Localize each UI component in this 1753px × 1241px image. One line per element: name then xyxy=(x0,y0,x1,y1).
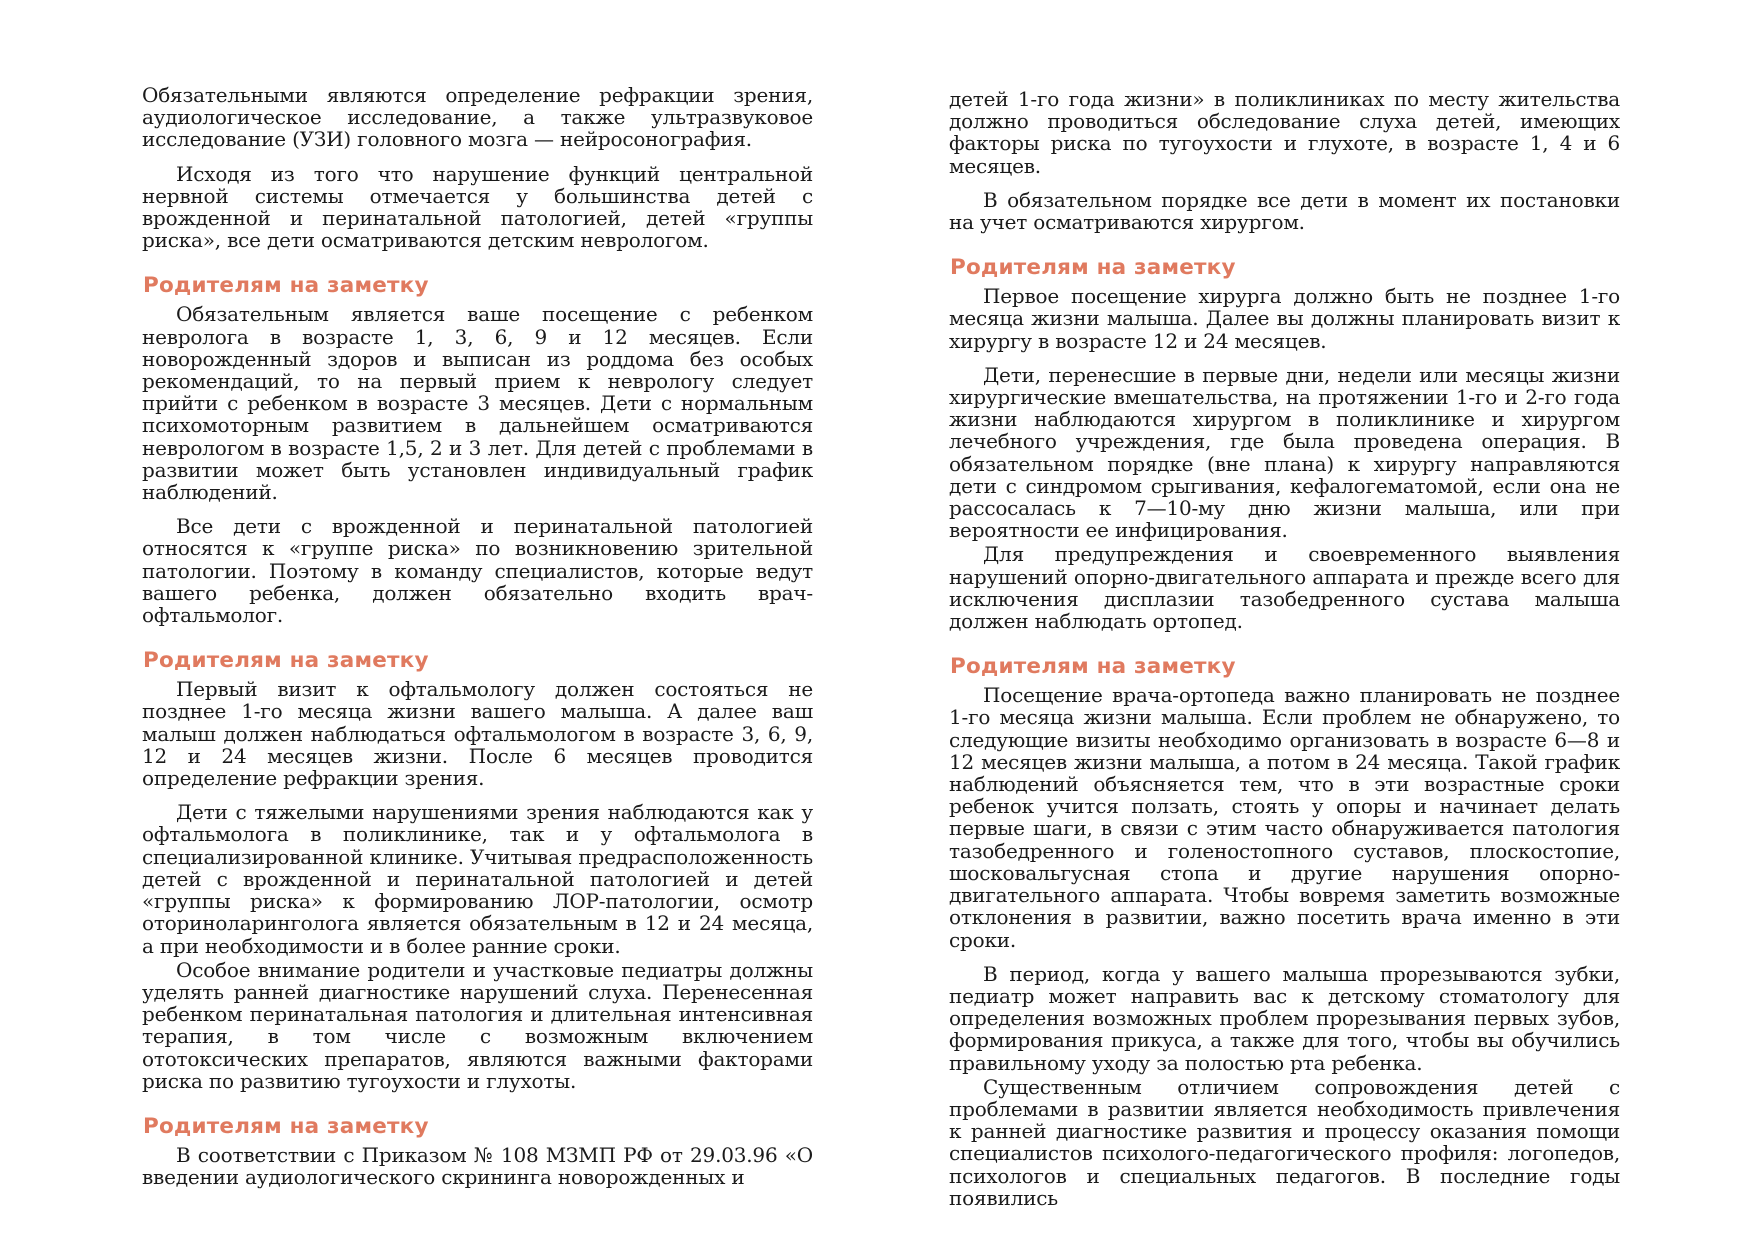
paragraph: Посещение врача-ортопеда важно планировать не позднее 1-го месяца жизни малыша. Если проблем не обнаружено, то следующие визиты необходимо организовать в возрасте 6—8 и 12 месяцев жизни малыша, а потом в 24 месяца. Такой график наблюдений объясняется тем, что в эти возрастные сроки ребенок учится ползать, стоять у опоры и начинает делать первые шаги, в связи с этим часто обнаруживается патология тазобедренного и голеностопного суставов, плоскостопие, шосковальгусная стопа и другие нарушения опорно-двигательного аппарата. Чтобы вовремя заметить возможные отклонения в развитии, важно посетить врача именно в эти сроки. xyxy=(949,683,1620,952)
section-heading: Родителям на заметку xyxy=(950,255,1236,281)
section-heading: Родителям на заметку xyxy=(950,654,1236,680)
section-heading: Родителям на заметку xyxy=(143,1113,429,1139)
left-page xyxy=(142,84,813,1200)
paragraph: Первое посещение хирурга должно быть не позднее 1-го месяца жизни малыша. Далее вы должны планировать визит к хирургу в возрасте 12 и 24 месяцев. xyxy=(949,284,1620,353)
paragraph: В обязательном порядке все дети в момент их постановки на учет осматриваются хирургом. xyxy=(949,187,1620,235)
paragraph: Обязательными являются определение рефракции зрения, аудиологическое исследование, а также ультразвуковое исследование (УЗИ) головного мозга — нейросонография. xyxy=(142,83,813,152)
section-heading: Родителям на заметку xyxy=(143,273,429,299)
section-heading: Родителям на заметку xyxy=(143,648,429,674)
paragraph: Исходя из того что нарушение функций центральной нервной системы отмечается у большинства детей с врожденной и перинатальной патологией, детей «группы риска», все дети осматриваются детским неврологом. xyxy=(142,161,813,253)
paragraph: Особое внимание родители и участковые педиатры должны уделять ранней диагностике нарушений слуха. Перенесенная ребенком перинатальная патология и длительная интенсивная терапия, в том числе с возможным включением ототоксических препаратов, являются важными факторами риска по развитию тугоухости и глухоты. xyxy=(142,957,813,1093)
paragraph: детей 1-го года жизни» в поликлиниках по месту жительства должно проводиться обследование слуха детей, имеющих факторы риска по тугоухости и глухоте, в возрасте 1, 4 и 6 месяцев. xyxy=(949,87,1620,178)
paragraph: Дети, перенесшие в первые дни, недели или месяцы жизни хирургические вмешательства, на протяжении 1-го и 2-го года жизни наблюдаются хирургом в поликлинике и хирургом лечебного учреждения, где была проведена операция. В обязательном порядке (вне плана) к хирургу направляются дети с синдромом срыгивания, кефалогематомой, если она не рассосалась к 7—10-му дню жизни малыша, или при вероятности ее инфицирования. xyxy=(949,362,1620,543)
paragraph: Существенным отличием сопровождения детей с проблемами в развитии является необходимость привлечения к ранней диагностике развития и процессу оказания помощи специалистов психолого-педагогического профиля: логопедов, психологов и специальных педагогов. В последние годы появились xyxy=(949,1074,1620,1210)
paragraph: Для предупреждения и своевременного выявления нарушений опорно-двигательного аппарата и прежде всего для исключения дисплазии тазобедренного сустава малыша должен наблюдать ортопед. xyxy=(949,542,1620,634)
paragraph: Первый визит к офтальмологу должен состояться не позднее 1-го месяца жизни вашего малыша. А далее ваш малыш должен наблюдаться офтальмологом в возрасте 3, 6, 9, 12 и 24 месяцев жизни. После 6 месяцев проводится определение рефракции зрения. xyxy=(142,677,813,791)
paragraph: В период, когда у вашего малыша прорезываются зубки, педиатр может направить вас к детскому стоматологу для определения возможных проблем прорезывания первых зубов, формирования прикуса, а также для того, чтобы вы обучились правильному уходу за полостью рта ребенка. xyxy=(949,961,1620,1075)
right-page xyxy=(949,88,1620,1221)
paragraph: Дети с тяжелыми нарушениями зрения наблюдаются как у офтальмолога в поликлинике, так и у офтальмолога в специализированной клинике. Учитывая предрасположенность детей с врожденной и перинатальной патологией и детей «группы риска» к формированию ЛОР-патологии, осмотр оториноларинголога является обязательным в 12 и 24 месяца, а при необходимости и в более ранние сроки. xyxy=(142,800,813,958)
paragraph: Обязательным является ваше посещение с ребенком невролога в возрасте 1, 3, 6, 9 и 12 месяцев. Если новорожденный здоров и выписан из роддома без особых рекомендаций, то на первый прием к неврологу следует прийти с ребенком в возрасте 3 месяцев. Дети с нормальным психомоторным развитием в дальнейшем осматриваются неврологом в возрасте 1,5, 2 и 3 лет. Для детей с проблемами в развитии может быть установлен индивидуальный график наблюдений. xyxy=(142,302,813,505)
paragraph: В соответствии с Приказом № 108 МЗМП РФ от 29.03.96 «О введении аудиологического скрининга новорожденных и xyxy=(142,1142,813,1190)
paragraph: Все дети с врожденной и перинатальной патологией относятся к «группе риска» по возникновению зрительной патологии. Поэтому в команду специалистов, которые ведут вашего ребенка, должен обязательно входить врач-офтальмолог. xyxy=(142,514,813,628)
